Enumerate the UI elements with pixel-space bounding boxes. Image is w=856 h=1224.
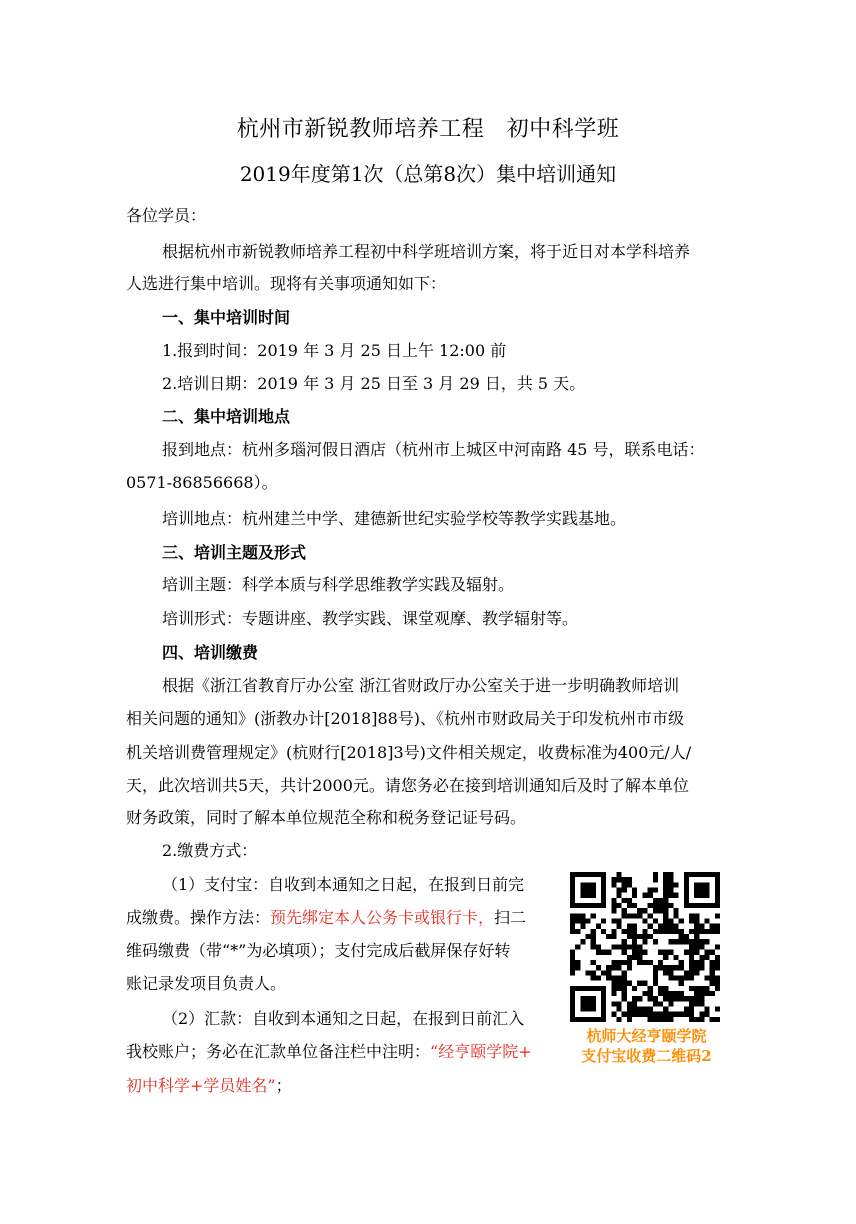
section-1-heading: 一、集中培训时间 — [162, 308, 291, 327]
document-title: 杭州市新锐教师培养工程 初中科学班 — [236, 117, 620, 142]
greeting: 各位学员： — [126, 206, 207, 225]
section-3-heading: 三、培训主题及形式 — [162, 543, 307, 562]
training-format: 培训形式：专题讲座、教学实践、课堂观摩、教学辐射等。 — [162, 609, 579, 628]
document-subtitle: 2019年度第1次（总第8次）集中培训通知 — [239, 162, 617, 186]
alipay-line-2-text: 成缴费。操作方法： — [126, 908, 271, 927]
alipay-line-4: 账记录发项目负责人。 — [126, 974, 287, 993]
payment-method-heading: 2.缴费方式： — [162, 841, 258, 860]
remit-note-highlight-1: “经亨颐学院+ — [430, 1042, 532, 1061]
section-2-heading: 二、集中培训地点 — [162, 407, 291, 426]
section-4-heading: 四、培训缴费 — [162, 643, 259, 662]
training-venue: 培训地点：杭州建兰中学、建德新世纪实验学校等教学实践基地。 — [162, 509, 627, 528]
training-theme: 培训主题：科学本质与科学思维教学实践及辐射。 — [162, 575, 515, 594]
alipay-line-1: （1）支付宝：自收到本通知之日起，在报到日前完 — [162, 875, 525, 894]
checkin-location-line-1: 报到地点：杭州多瑙河假日酒店（杭州市上城区中河南路 45 号，联系电话： — [162, 440, 705, 459]
checkin-time: 1.报到时间：2019 年 3 月 25 日上午 12:00 前 — [162, 341, 507, 360]
training-dates: 2.培训日期：2019 年 3 月 25 日至 3 月 29 日，共 5 天。 — [162, 374, 586, 393]
remit-note-highlight-2: 初中科学+学员姓名” — [126, 1076, 276, 1095]
fee-paragraph-line-2: 相关问题的通知》(浙教办计[2018]88号)、《杭州市财政局关于印发杭州市市级 — [126, 709, 685, 728]
fee-paragraph-line-4: 天，此次培训共5天，共计2000元。请您务必在接到培训通知后及时了解本单位 — [126, 776, 689, 795]
alipay-line-2-tail: 扫二 — [494, 908, 527, 927]
remit-line-2-text: 我校账户；务必在汇款单位备注栏中注明： — [126, 1042, 431, 1061]
qr-caption-line-2: 支付宝收费二维码2 — [581, 1047, 712, 1065]
fee-paragraph-line-3: 机关培训费管理规定》(杭财行[2018]3号)文件相关规定，收费标准为400元/人/ — [126, 743, 692, 762]
remit-line-1: （2）汇款：自收到本通知之日起，在报到日前汇入 — [162, 1009, 525, 1028]
alipay-qr-code-icon — [570, 872, 720, 1022]
alipay-line-3: 维码缴费（带“*”为必填项）；支付完成后截屏保存好转 — [126, 941, 511, 960]
remit-line-3 — [126, 1073, 292, 1096]
remit-line-3-tail: ； — [275, 1076, 292, 1095]
intro-line-2: 人选进行集中培训。现将有关事项通知如下： — [126, 274, 447, 293]
alipay-line-2 — [126, 905, 526, 928]
remit-line-2 — [126, 1039, 532, 1062]
fee-paragraph-line-5: 财务政策，同时了解本单位规范全称和税务登记证号码。 — [126, 808, 527, 827]
fee-paragraph-line-1: 根据《浙江省教育厅办公室 浙江省财政厅办公室关于进一步明确教师培训 — [162, 676, 680, 695]
intro-line-1: 根据杭州市新锐教师培养工程初中科学班培训方案，将于近日对本学科培养 — [162, 242, 691, 261]
alipay-highlight: 预先绑定本人公务卡或银行卡， — [270, 908, 495, 927]
checkin-location-line-2: 0571-86856668）。 — [126, 473, 278, 492]
qr-caption-line-1: 杭师大经亨颐学院 — [586, 1027, 707, 1045]
